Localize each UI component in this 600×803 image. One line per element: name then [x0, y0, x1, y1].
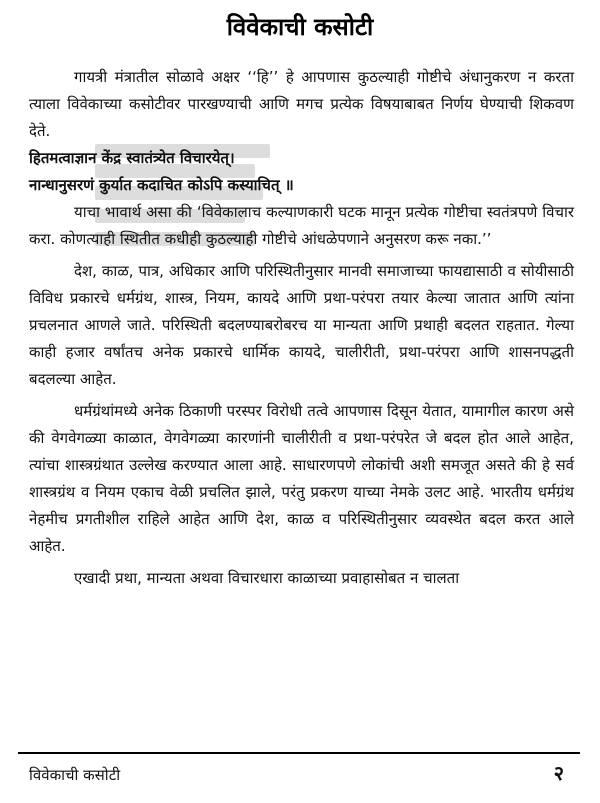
paragraph-continuation: एखादी प्रथा, मान्यता अथवा विचारधारा काळाच्या प्रवाहासोबत न चालता — [74, 569, 460, 587]
verse-line-2: नान्धानुसरणं कुर्यात कदाचित कोऽपि कस्याचित् ॥ — [29, 176, 294, 194]
verse-line-1: हितमत्वाज्ञान केंद्र स्वातंत्र्येत विचारयेत्। — [29, 149, 235, 167]
page-number: २ — [553, 761, 564, 785]
article-body — [29, 64, 574, 592]
footer-running-title: विवेकाची कसोटी — [29, 766, 121, 784]
page-title: विवेकाची कसोटी — [226, 13, 374, 41]
paragraph-scripture-contradictions: धर्मग्रंथांमध्ये अनेक ठिकाणी परस्पर विरोधी तत्वे आपणास दिसून येतात, यामागील कारण असे की वेगवेगळ्या काळात, वेगवेगळ्या कारणांनी चालीरीती व प्रथा-परंपरेत जे बदल होत आले आहेत, त्यांचा शास्त्रग्रंथात उल्लेख करण्यात आला आहे. साधारणपणे लोकांची अशी समजूत असते की हे सर्व शास्त्रग्रंथ व नियम एकाच वेळी प्रचलित झाले, परंतु प्रकरण याच्या नेमके उलट आहे. भारतीय धर्मग्रंथ नेहमीच प्रगतीशील राहिले आहेत आणि देश, काळ व परिस्थितीनुसार व्यवस्थेत बदल करत आले आहेत. — [29, 402, 574, 555]
sanskrit-verse — [29, 145, 574, 199]
paragraph-verse-meaning: याचा भावार्थ असा की ‘विवेकालाच कल्याणकारी घटक मानून प्रत्येक गोष्टीचा स्वतंत्रपणे विचार करा. कोणत्याही स्थितीत कधीही कुठल्याही गोष्टीचे आंधळेपणाने अनुसरण करू नका.’’ — [29, 203, 574, 248]
paragraph-customs-change: देश, काळ, पात्र, अधिकार आणि परिस्थितीनुसार मानवी समाजाच्या फायद्यासाठी व सोयीसाठी विविध प्रकारचे धर्मग्रंथ, शास्त्र, नियम, कायदे आणि प्रथा-परंपरा तयार केल्या जातात आणि त्यांना प्रचलनात आणले जाते. परिस्थिती बदलण्याबरोबरच या मान्यता आणि प्रथाही बदलत राहतात. गेल्या काही हजार वर्षांतच अनेक प्रकारचे धार्मिक कायदे, चालीरीती, प्रथा-परंपरा आणि शासनपद्धती बदलल्या आहेत. — [29, 262, 574, 388]
footer-divider — [18, 752, 580, 754]
paragraph-intro: गायत्री मंत्रातील सोळावे अक्षर ‘‘हि’’ हे आपणास कुठल्याही गोष्टीचे अंधानुकरण न करता त्याला विवेकाच्या कसोटीवर पारखण्याची आणि मगच प्रत्येक विषयाबाबत निर्णय घेण्याची शिकवण देते. — [29, 68, 574, 140]
